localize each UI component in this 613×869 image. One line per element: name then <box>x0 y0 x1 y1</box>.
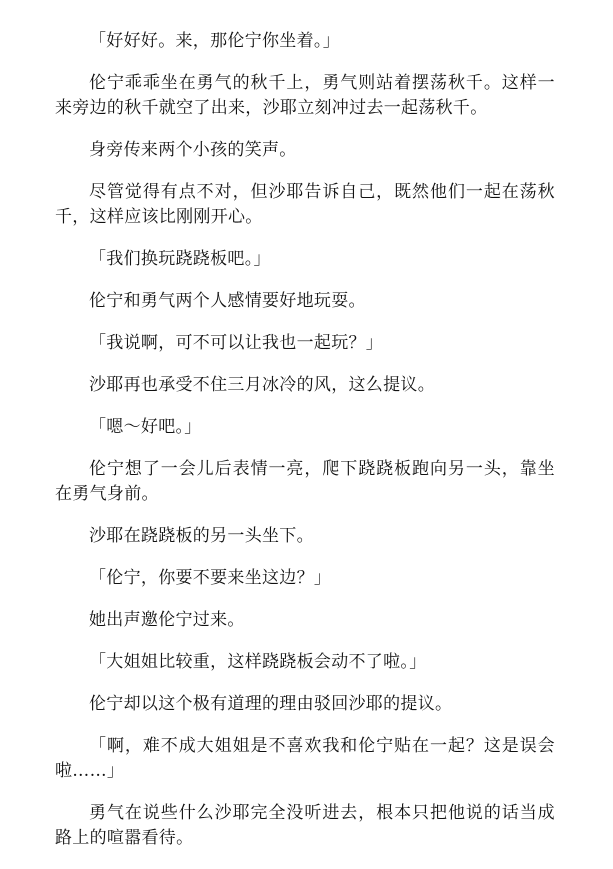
paragraph: 「好好好。来，那伦宁你坐着。」 <box>89 31 340 51</box>
paragraph: 沙耶再也承受不住三月冰冷的风，这么提议。 <box>89 375 435 395</box>
paragraph: 「我们换玩跷跷板吧。」 <box>89 249 271 269</box>
paragraph: 「大姐姐比较重，这样跷跷板会动不了啦。」 <box>89 652 427 672</box>
paragraph: 「啊，难不成大姐姐是不喜欢我和伦宁贴在一起？这是误会啦……」 <box>55 736 555 781</box>
paragraph: 沙耶在跷跷板的另一头坐下。 <box>89 526 314 546</box>
paragraph: 伦宁乖乖坐在勇气的秋千上，勇气则站着摆荡秋千。这样一来旁边的秋千就空了出来，沙耶立刻冲过去一起荡秋千。 <box>55 73 555 118</box>
paragraph: 伦宁和勇气两个人感情要好地玩耍。 <box>89 291 366 311</box>
paragraph: 身旁传来两个小孩的笑声。 <box>89 140 297 160</box>
paragraph: 伦宁想了一会儿后表情一亮，爬下跷跷板跑向另一头，靠坐在勇气身前。 <box>55 459 555 504</box>
paragraph: 伦宁却以这个极有道理的理由驳回沙耶的提议。 <box>89 694 453 714</box>
paragraph: 「我说啊，可不可以让我也一起玩？」 <box>89 333 384 353</box>
paragraph: 她出声邀伦宁过来。 <box>89 610 245 630</box>
paragraph: 「嗯～好吧。」 <box>89 417 202 437</box>
paragraph: 尽管觉得有点不对，但沙耶告诉自己，既然他们一起在荡秋千，这样应该比刚刚开心。 <box>55 182 555 227</box>
paragraph: 勇气在说些什么沙耶完全没听进去，根本只把他说的话当成路上的喧嚣看待。 <box>55 803 555 848</box>
paragraph: 「伦宁，你要不要来坐这边？」 <box>89 568 332 588</box>
body-text <box>55 29 555 868</box>
